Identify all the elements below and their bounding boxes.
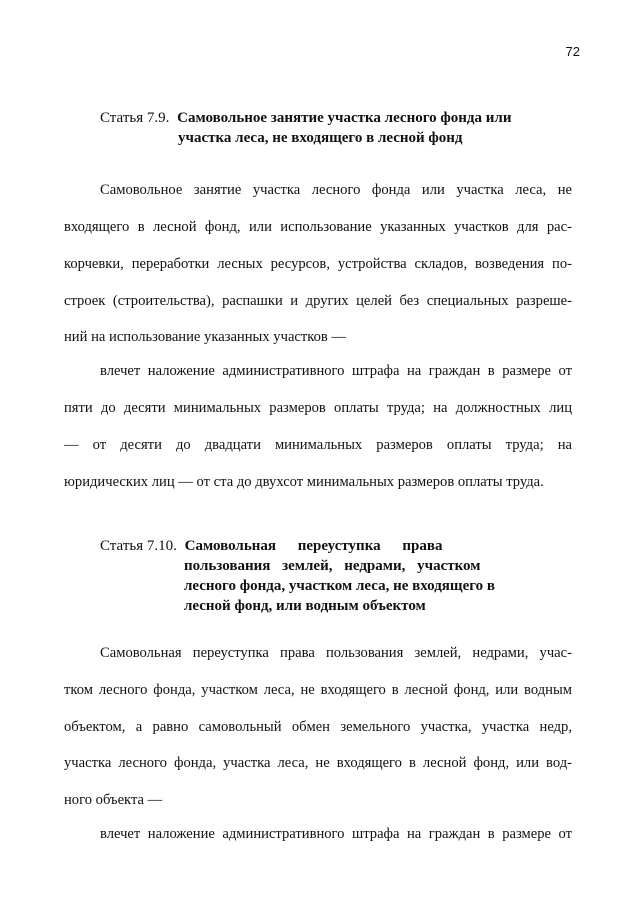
article-7-10-label: Статья 7.10. <box>100 538 177 554</box>
article-7-10-p1-line-5: ного объекта — <box>64 792 163 808</box>
article-7-9-p2-line-3: — от десяти до двадцати минимальных размеров оплаты труда; на <box>64 437 572 453</box>
article-7-10-p1-line-4: участка лесного фонда, участка леса, не входящего в лесной фонд, или вод- <box>64 755 572 771</box>
article-7-10-p1-line-2: тком лесного фонда, участком леса, не входящего в лесной фонд, или водным <box>64 682 572 698</box>
article-7-9-p2-line-4: юридических лиц — от ста до двухсот минимальных размеров оплаты труда. <box>64 474 544 490</box>
article-7-9-p2-line-1: влечет наложение административного штрафа на граждан в размере от <box>100 363 572 379</box>
article-7-10-title-line-3: лесного фонда, участком леса, не входящего в <box>184 578 496 594</box>
article-7-10-title-line-4: лесной фонд, или водным объектом <box>184 598 426 614</box>
article-7-9-heading <box>100 108 560 148</box>
article-7-10-p2-line-1: влечет наложение административного штрафа на граждан в размере от <box>100 826 572 842</box>
article-7-9-p1-line-4: строек (строительства), распашки и других целей без специальных разреше- <box>64 293 572 309</box>
article-7-10-heading <box>100 536 560 616</box>
article-7-9-label: Статья 7.9. <box>100 110 170 126</box>
article-7-10-title-line-2: пользования землей, недрами, участком <box>184 558 481 574</box>
article-7-10-title-line-1: Самовольная переуступка права <box>184 538 443 554</box>
article-7-9-p1-line-2: входящего в лесной фонд, или использование указанных участков для рас- <box>64 219 572 235</box>
page-number: 72 <box>565 44 580 59</box>
article-7-9-p2-line-2: пяти до десяти минимальных размеров оплаты труда; на должностных лиц <box>64 400 572 416</box>
article-7-9-p1-line-5: ний на использование указанных участков — <box>64 329 347 345</box>
article-7-9-title-line-2: участка леса, не входящего в лесной фонд <box>178 130 463 146</box>
article-7-10-p1-line-1: Самовольная переуступка права пользования землей, недрами, учас- <box>100 645 572 661</box>
article-7-9-p1-line-3: корчевки, переработки лесных ресурсов, устройства складов, возведения по- <box>64 256 572 272</box>
article-7-9-p1-line-1: Самовольное занятие участка лесного фонда или участка леса, не <box>100 182 572 198</box>
article-7-10-p1-line-3: объектом, а равно самовольный обмен земельного участка, участка недр, <box>64 719 572 735</box>
article-7-9-title-line-1: Самовольное занятие участка лесного фонда или <box>177 110 512 126</box>
